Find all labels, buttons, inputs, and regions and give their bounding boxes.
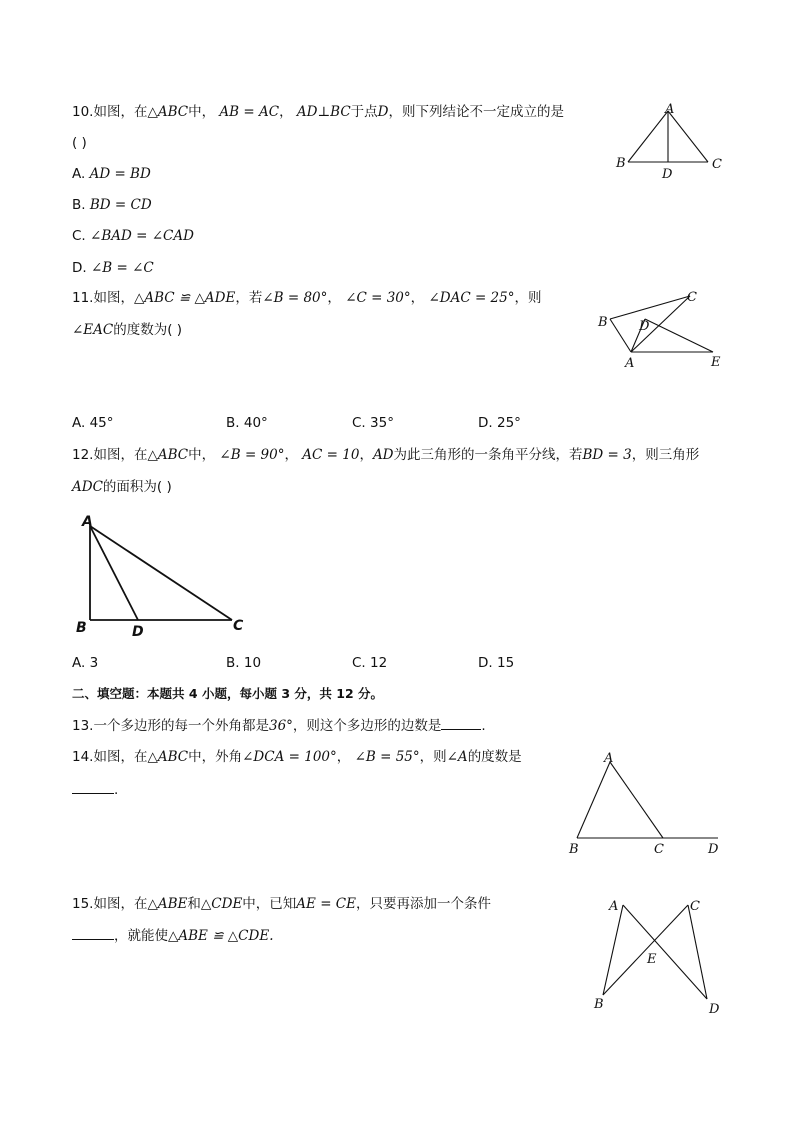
section-fill-in-title: 二、填空题：本题共 4 小题，每小题 3 分，共 12 分。 [72, 686, 384, 701]
q11-figure [595, 286, 735, 376]
q15-label-e: E [647, 952, 657, 967]
q13-answer-blank[interactable] [441, 716, 481, 730]
q14-label-b: B [569, 842, 579, 857]
q15-answer-blank[interactable] [72, 926, 114, 940]
q11-option-d[interactable]: D. 25° [478, 415, 521, 431]
q11-label-b: B [598, 315, 608, 330]
q14-figure [565, 750, 725, 860]
q14-label-d: D [708, 842, 719, 857]
q12-option-c[interactable]: C. 12 [352, 655, 388, 671]
q12-figure [72, 512, 262, 642]
q11-option-c[interactable]: C. 35° [352, 415, 394, 431]
q15-stem-line2: ，就能使△ABE ≌ △CDE. [72, 926, 273, 945]
q10-option-d[interactable]: D. ∠B = ∠C [72, 260, 154, 276]
q12-label-b: B [76, 620, 87, 636]
q12-stem-line2: ADC的面积为( ) [72, 479, 172, 495]
q12-label-d: D [132, 624, 144, 640]
q14-label-c: C [654, 842, 664, 857]
q15-label-a: A [609, 899, 619, 914]
q11-option-a[interactable]: A. 45° [72, 415, 114, 431]
q10-answer-paren: ( ) [72, 135, 87, 151]
q11-label-e: E [711, 355, 721, 370]
q10-option-c[interactable]: C. ∠BAD = ∠CAD [72, 228, 194, 244]
q11-stem-line2: ∠EAC的度数为( ) [72, 322, 183, 338]
q12-option-d[interactable]: D. 15 [478, 655, 515, 671]
q10-stem: 10.如图，在△ABC中， AB = AC， AD⊥BC于点D，则下列结论不一定成立的是 [72, 104, 564, 120]
q10-label-c: C [712, 157, 722, 172]
q12-label-a: A [82, 514, 93, 530]
q14-answer-line: . [72, 780, 118, 799]
q15-label-c: C [690, 899, 700, 914]
q15-stem-line1: 15.如图，在△ABE和△CDE中，已知AE = CE，只要再添加一个条件 [72, 896, 491, 912]
q13-stem: 13.一个多边形的每一个外角都是36°，则这个多边形的边数是 . [72, 718, 486, 734]
q15-figure [590, 893, 730, 1023]
q15-label-b: B [594, 997, 604, 1012]
q12-label-c: C [233, 618, 244, 634]
q10-figure [610, 102, 740, 182]
q14-label-a: A [604, 751, 614, 766]
q10-option-b[interactable]: B. BD = CD [72, 197, 152, 213]
q14-stem: 14.如图，在△ABC中，外角∠DCA = 100°， ∠B = 55°，则∠A的度数是 [72, 749, 522, 765]
q10-label-d: D [662, 167, 673, 182]
q10-label-b: B [616, 156, 626, 171]
q14-answer-blank[interactable] [72, 780, 114, 794]
q12-stem-line1: 12.如图，在△ABC中， ∠B = 90°， AC = 10，AD为此三角形的一条角平分线，若BD = 3，则三角形 [72, 447, 700, 463]
q15-label-d: D [709, 1002, 720, 1017]
q10-label-a: A [665, 102, 675, 117]
q11-label-a: A [625, 356, 635, 371]
q11-label-d: D [639, 319, 650, 334]
q11-option-b[interactable]: B. 40° [226, 415, 268, 431]
q10-option-a[interactable]: A. AD = BD [72, 166, 151, 182]
q12-option-a[interactable]: A. 3 [72, 655, 99, 671]
q12-option-b[interactable]: B. 10 [226, 655, 262, 671]
q11-label-c: C [687, 290, 697, 305]
q11-stem-line1: 11.如图，△ABC ≌ △ADE，若∠B = 80°， ∠C = 30°， ∠DAC = 25°，则 [72, 290, 542, 306]
